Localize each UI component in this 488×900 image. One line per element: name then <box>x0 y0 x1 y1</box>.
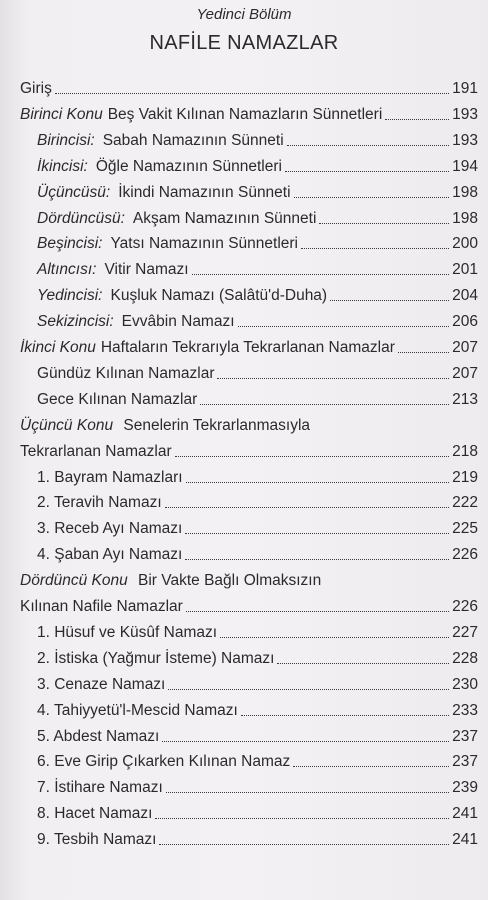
toc-entry-label <box>37 131 284 151</box>
toc-entry-label <box>37 623 217 643</box>
dot-leader <box>385 119 449 120</box>
toc-entry-title: Gündüz Kılınan Namazlar <box>37 364 215 382</box>
toc-entry-label <box>20 79 52 99</box>
dot-leader <box>186 482 450 483</box>
dot-leader <box>55 93 449 94</box>
toc-entry <box>37 234 478 254</box>
toc-entry <box>20 442 478 462</box>
toc-entry-title: Gece Kılınan Namazlar <box>37 390 198 408</box>
toc-entry-title: İkindi Namazının Sünneti <box>118 183 291 201</box>
toc-entry-label <box>20 442 172 462</box>
toc-entry <box>37 260 478 280</box>
toc-entry <box>37 701 478 721</box>
toc-page-number: 194 <box>452 157 478 175</box>
toc-entry-title: Akşam Namazının Sünneti <box>132 209 317 227</box>
toc-entry <box>37 752 478 772</box>
toc-entry <box>37 649 478 669</box>
toc-page-number: 218 <box>452 442 478 460</box>
toc-entry-label <box>37 830 156 850</box>
toc-page-number: 193 <box>452 131 478 149</box>
toc-entry-title: 4. Şaban Ayı Namazı <box>37 546 183 564</box>
toc-entry-title: Kuşluk Namazı (Salâtü'd-Duha) <box>110 287 328 305</box>
toc-page-number: 237 <box>452 753 478 771</box>
dot-leader <box>330 300 449 301</box>
toc-entry-title: 2. Teravih Namazı <box>37 494 162 512</box>
dot-leader <box>162 741 449 742</box>
toc-entry-label <box>37 519 182 539</box>
dot-leader <box>293 766 449 767</box>
section-title: NAFİLE NAMAZLAR <box>149 32 339 54</box>
dot-leader <box>217 378 449 379</box>
toc-entry-title: 3. Receb Ayı Namazı <box>37 520 183 538</box>
toc-page-number: 207 <box>452 364 478 382</box>
toc-page-number: 219 <box>452 468 478 486</box>
toc-entry-title: Öğle Namazının Sünnetleri <box>95 157 282 175</box>
toc-entry-label <box>37 157 282 177</box>
toc-page-number: 207 <box>452 339 478 356</box>
dot-leader <box>168 689 449 690</box>
toc-entry-title: 9. Tesbih Namazı <box>37 831 157 849</box>
toc-entry-label <box>37 260 189 280</box>
toc-entry-title: Beş Vakit Kılınan Namazların Sünnetleri <box>107 105 383 123</box>
toc-entry <box>37 830 478 850</box>
toc-entry <box>37 286 478 306</box>
toc-heading <box>20 571 321 591</box>
toc-page-number: 225 <box>452 520 478 538</box>
toc-entry-label <box>37 209 316 229</box>
toc-entry <box>37 209 478 229</box>
toc-entry <box>37 312 478 332</box>
toc-konu-prefix: Üçüncü Konu <box>20 416 114 434</box>
toc-entry-prefix: Sekizincisi: <box>37 313 114 331</box>
toc-entry-title: 8. Hacet Namazı <box>37 805 153 823</box>
dot-leader <box>319 223 449 224</box>
toc-entry-label <box>37 312 235 332</box>
toc-entry <box>37 623 478 643</box>
toc-entry-title: 7. İstihare Namazı <box>37 779 163 797</box>
toc-entry-label <box>37 804 152 824</box>
toc-page-number: 204 <box>452 287 478 305</box>
dot-leader <box>159 844 449 845</box>
toc-page-number: 226 <box>452 598 478 615</box>
toc-entry <box>20 338 478 358</box>
toc-entry-title: 4. Tahiyyetü'l-Mescid Namazı <box>37 701 238 719</box>
toc-entry-prefix: Beşincisi: <box>37 235 103 253</box>
toc-heading <box>20 416 310 436</box>
toc-heading-label: Bir Vakte Bağlı Olmaksızın <box>133 572 322 590</box>
dot-leader <box>192 274 450 275</box>
toc-entry-label <box>20 105 382 125</box>
toc-entry-title: Evvâbin Namazı <box>121 313 235 331</box>
dot-leader <box>200 404 449 405</box>
toc-page-number: 213 <box>452 390 478 408</box>
toc-entry-title: 2. İstiska (Yağmur İsteme) Namazı <box>37 649 275 667</box>
toc-entry-title: Giriş <box>20 80 52 97</box>
dot-leader <box>185 559 449 560</box>
toc-entry-prefix: Birinci Konu <box>20 105 103 123</box>
toc-entry-prefix: İkinci Konu <box>20 339 96 356</box>
toc-entry-label <box>37 234 298 254</box>
toc-entry <box>37 727 478 747</box>
toc-entry-title: Sabah Namazının Sünneti <box>102 131 284 149</box>
toc-page-number: 200 <box>452 235 478 253</box>
toc-entry <box>37 493 478 513</box>
toc-page-number: 227 <box>452 623 478 641</box>
toc-entry <box>20 597 478 617</box>
dot-leader <box>185 533 449 534</box>
toc-entry <box>37 157 478 177</box>
toc-entry <box>37 675 478 695</box>
toc-konu-prefix: Dördüncü Konu <box>20 572 128 590</box>
toc-entry-prefix: Altıncısı: <box>37 261 97 279</box>
dot-leader <box>398 352 449 353</box>
toc-entry <box>20 105 478 125</box>
toc-entry <box>20 79 478 99</box>
toc-page-number: 239 <box>452 779 478 797</box>
toc-entry <box>37 364 478 384</box>
dot-leader <box>287 145 449 146</box>
toc-entry-title: 3. Cenaze Namazı <box>37 675 166 693</box>
toc-entry-title: 5. Abdest Namazı <box>37 727 160 745</box>
toc-entry <box>37 519 478 539</box>
toc-page-number: 228 <box>452 649 478 667</box>
toc-entry <box>37 804 478 824</box>
toc-entry-title: Kılınan Nafile Namazlar <box>20 598 183 615</box>
toc-entry-label <box>20 338 395 358</box>
dot-leader <box>175 456 450 457</box>
toc-entry-label <box>37 286 327 306</box>
toc-entry-label <box>37 778 163 798</box>
toc-entry-label <box>37 752 290 772</box>
toc-page-number: 198 <box>452 183 478 201</box>
toc-entry <box>37 778 478 798</box>
toc-entry <box>37 131 478 151</box>
toc-entry-title: 1. Bayram Namazları <box>37 468 183 486</box>
toc-entry-label <box>37 701 238 721</box>
toc-entry <box>37 468 478 488</box>
toc-entry <box>37 390 478 410</box>
toc-page-number: 241 <box>452 805 478 823</box>
toc-entry-label <box>37 675 165 695</box>
toc-page-number: 201 <box>452 261 478 279</box>
toc-entry-label <box>37 649 274 669</box>
toc-entry-title: Yatsı Namazının Sünnetleri <box>110 235 298 253</box>
toc-page-number: 241 <box>452 831 478 849</box>
dot-leader <box>220 637 449 638</box>
toc-entry <box>37 183 478 203</box>
dot-leader <box>165 507 449 508</box>
dot-leader <box>285 171 449 172</box>
toc-entry-prefix: Yedincisi: <box>37 287 103 305</box>
toc-entry-prefix: Üçüncüsü: <box>37 183 111 201</box>
toc-entry-label <box>37 545 182 565</box>
toc-entry-label <box>37 183 291 203</box>
dot-leader <box>155 818 449 819</box>
toc-heading-label: Senelerin Tekrarlanmasıyla <box>119 416 311 434</box>
toc-page-number: 222 <box>452 494 478 512</box>
toc-page-number: 191 <box>452 80 478 97</box>
dot-leader <box>277 663 449 664</box>
toc-entry-label <box>37 727 159 747</box>
toc-entry-title: Haftaların Tekrarıyla Tekrarlanan Namazlar <box>100 339 395 356</box>
toc-page-number: 226 <box>452 546 478 564</box>
toc-page-number: 193 <box>452 105 478 123</box>
toc-entry <box>37 545 478 565</box>
toc-page-number: 198 <box>452 209 478 227</box>
toc-entry-label <box>20 597 183 617</box>
toc-page-number: 233 <box>452 701 478 719</box>
chapter-heading: Yedinci Bölüm <box>196 6 292 23</box>
dot-leader <box>294 197 450 198</box>
toc-entry-label <box>37 493 162 513</box>
dot-leader <box>166 792 449 793</box>
toc-entry-title: 1. Hüsuf ve Küsûf Namazı <box>37 623 218 641</box>
toc-entry-title: Vitir Namazı <box>104 261 189 279</box>
dot-leader <box>241 715 449 716</box>
toc-entry-prefix: Dördüncüsü: <box>37 209 125 227</box>
toc-entry-label <box>37 468 183 488</box>
dot-leader <box>186 611 449 612</box>
toc-entry-label <box>37 364 214 384</box>
toc-entry-prefix: İkincisi: <box>37 157 88 175</box>
dot-leader <box>238 326 450 327</box>
toc-page-number: 230 <box>452 675 478 693</box>
toc-page-number: 206 <box>452 313 478 331</box>
dot-leader <box>301 248 449 249</box>
toc-entry-label <box>37 390 197 410</box>
toc-entry-prefix: Birincisi: <box>37 131 95 149</box>
toc-page-number: 237 <box>452 727 478 745</box>
toc-entry-title: 6. Eve Girip Çıkarken Kılınan Namaz <box>37 753 291 771</box>
toc-entry-title: Tekrarlanan Namazlar <box>20 442 172 460</box>
